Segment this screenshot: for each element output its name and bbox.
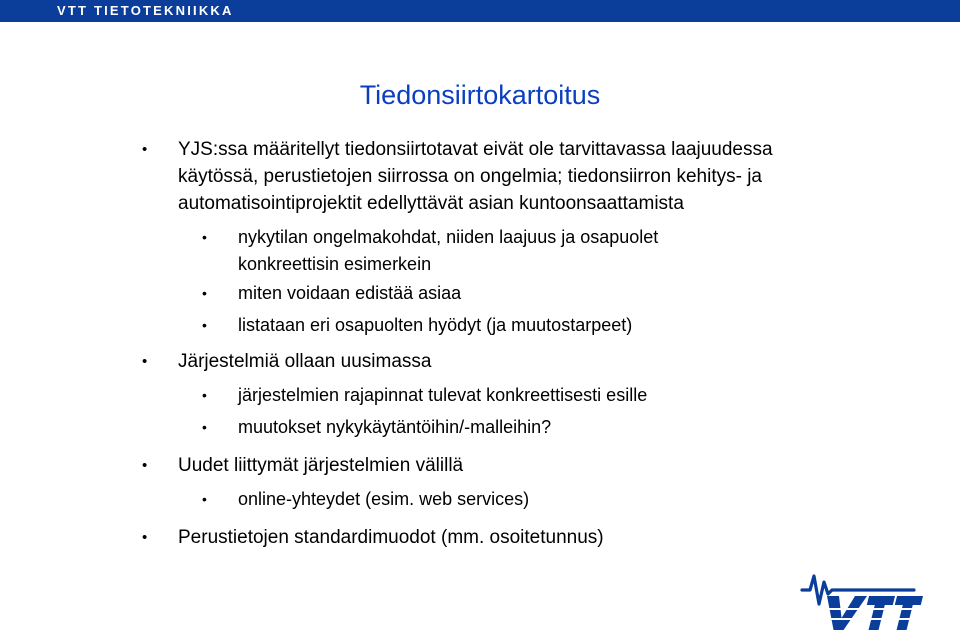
bullet-item: [178, 348, 431, 375]
bullet-text: • Järjestelmiä ollaan uusimassa: [178, 351, 432, 372]
header-brand: VTT TIETOTEKNIIKKA: [57, 3, 234, 18]
sub-bullet-item: [238, 382, 647, 409]
sub-bullet-text: • järjestelmien rajapinnat tulevat konkreettisesti esille: [238, 385, 648, 405]
sub-bullet-item: [238, 280, 461, 307]
sub-bullet-text: • listataan eri osapuolten hyödyt (ja muutostarpeet): [238, 315, 633, 335]
bullet-text: • Perustietojen standardimuodot (mm. osoitetunnus): [178, 527, 604, 548]
slide-title: Tiedonsiirtokartoitus: [359, 80, 601, 111]
bullet-item: [178, 452, 463, 479]
vtt-logo-graphic: [796, 568, 926, 640]
sub-bullet-text: • miten voidaan edistää asiaa: [238, 283, 462, 303]
sub-bullet-item: [238, 224, 658, 278]
sub-bullet-item: [238, 312, 632, 339]
bullet-item: [178, 524, 604, 551]
sub-bullet-item: [238, 486, 529, 513]
sub-bullet-text: • nykytilan ongelmakohdat, niiden laajuus ja osapuolet konkreettisin esimerkein: [238, 227, 659, 274]
vtt-logo: [796, 568, 926, 640]
sub-bullet-text: • muutokset nykykäytäntöihin/-malleihin?: [238, 417, 552, 437]
bullet-text: • Uudet liittymät järjestelmien välillä: [178, 455, 464, 476]
bullet-text: • YJS:ssa määritellyt tiedonsiirtotavat eivät ole tarvittavassa laajuudessa käytössä, perustietojen siirrossa on ongelmia; tiedonsiirron kehitys- ja automatisointiprojektit edellyttävät asian kuntoonsaattamista: [178, 139, 773, 214]
bullet-item: [178, 136, 773, 217]
sub-bullet-item: [238, 414, 551, 441]
sub-bullet-text: • online-yhteydet (esim. web services): [238, 489, 530, 509]
